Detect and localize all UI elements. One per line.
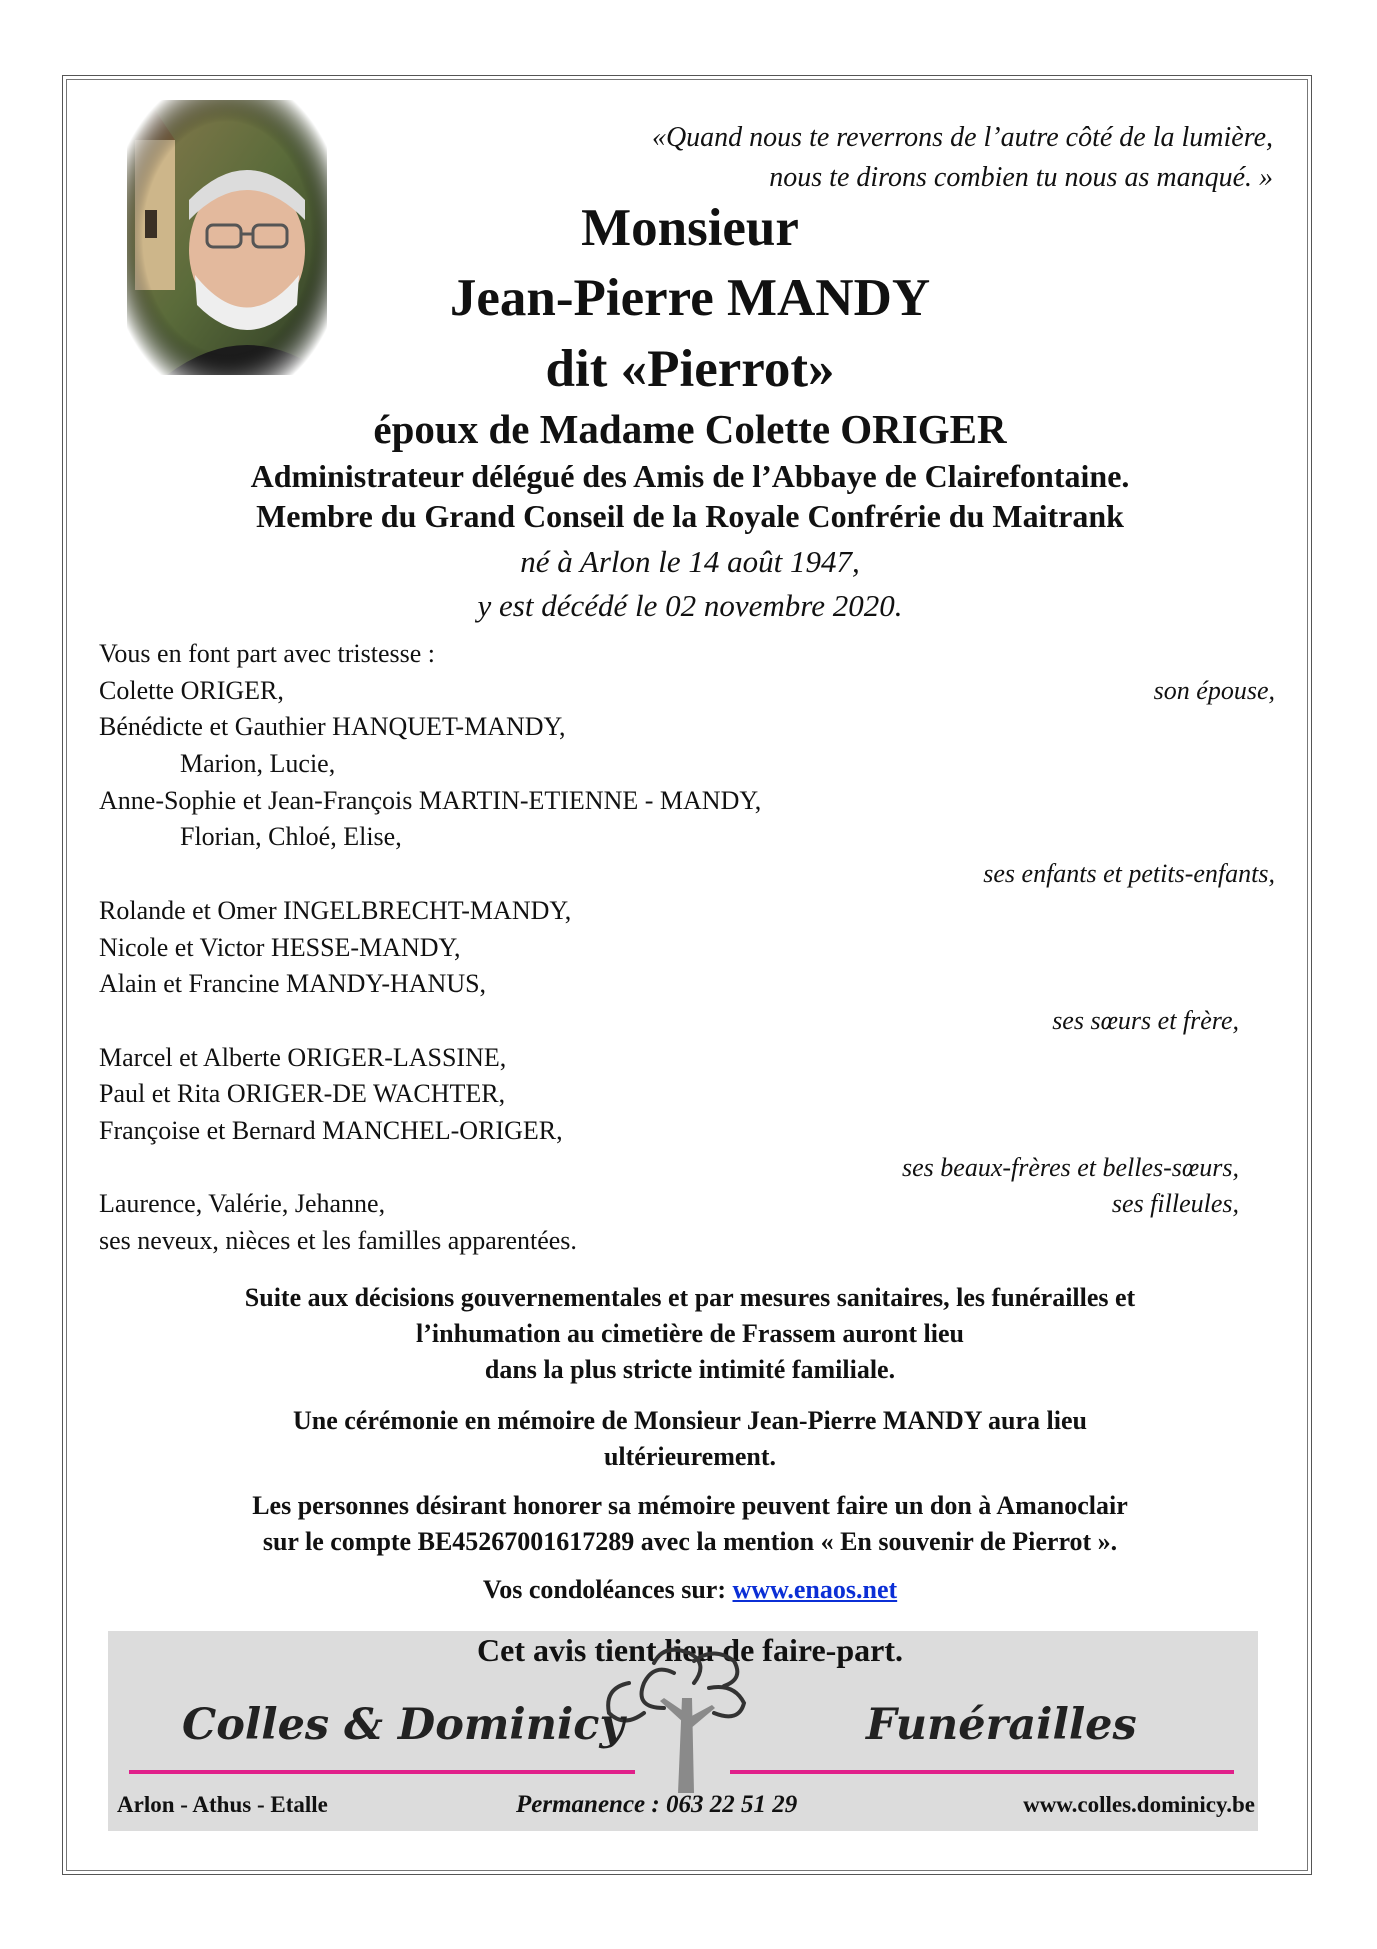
salutation: Monsieur <box>581 199 799 257</box>
list-item: ses enfants et petits-enfants, <box>983 859 1275 889</box>
quote-line-1: «Quand nous te reverrons de l’autre côté de la lumière, <box>651 122 1273 153</box>
locations: Arlon - Athus - Etalle <box>117 1792 328 1817</box>
list-item: Alain et Francine MANDY-HANUS, <box>99 969 487 999</box>
ceremony-line-1: Une cérémonie en mémoire de Monsieur Jean-Pierre MANDY aura lieu <box>292 1406 1087 1435</box>
list-item: Marcel et Alberte ORIGER-LASSINE, <box>99 1042 507 1072</box>
list-item: Anne-Sophie et Jean-François MARTIN-ETIENNE - MANDY, <box>99 785 762 815</box>
list-item: Marion, Lucie, <box>180 749 336 779</box>
condolences-line <box>150 1572 1230 1608</box>
epigraph-quote <box>513 118 1273 198</box>
role-line-1: Administrateur délégué des Amis de l’Abbaye de Clairefontaine. <box>250 458 1130 494</box>
list-item: ses beaux-frères et belles-sœurs, <box>902 1152 1239 1182</box>
funeral-notice <box>150 1280 1230 1388</box>
donation-line-2: sur le compte BE45267001617289 avec la mention « En souvenir de Pierrot ». <box>262 1527 1118 1556</box>
list-item: Françoise et Bernard MANCHEL-ORIGER, <box>99 1115 563 1145</box>
funeral-line-1: Suite aux décisions gouvernementales et par mesures sanitaires, les funérailles et <box>244 1283 1136 1312</box>
spouse-line: époux de Madame Colette ORIGER <box>373 406 1007 452</box>
brand-name: Colles & Dominicy <box>182 1700 625 1750</box>
nickname: dit «Pierrot» <box>545 340 835 398</box>
tagline: Cet avis tient lieu de faire-part. <box>477 1632 903 1668</box>
ceremony-line-2: ultérieurement. <box>603 1442 777 1471</box>
list-item: Florian, Chloé, Elise, <box>180 822 402 852</box>
list-item: ses sœurs et frère, <box>1052 1005 1239 1035</box>
birth-line: né à Arlon le 14 août 1947, <box>520 544 860 579</box>
list-item: Colette ORIGER, son épouse, <box>99 675 1275 705</box>
family-list <box>99 636 1275 1260</box>
list-item: Paul et Rita ORIGER-DE WACHTER, <box>99 1079 506 1109</box>
permanence-phone: Permanence : 063 22 51 29 <box>516 1791 798 1818</box>
quote-line-2: nous te dirons combien tu nous as manqué. » <box>769 162 1273 193</box>
accent-rule-right <box>730 1770 1234 1774</box>
donation-line-1: Les personnes désirant honorer sa mémoire peuvent faire un don à Amanoclair <box>252 1491 1128 1520</box>
funeral-home-website: www.colles.dominicy.be <box>1023 1792 1255 1817</box>
list-item: Laurence, Valérie, Jehanne, ses filleules, <box>99 1189 1239 1219</box>
accent-rule-left <box>129 1770 635 1774</box>
family-intro: Vous en font part avec tristesse : <box>99 639 435 668</box>
brand-subtitle: Funérailles <box>866 1700 1137 1750</box>
funeral-line-2: l’inhumation au cimetière de Frassem auront lieu <box>416 1319 964 1348</box>
deceased-name: Jean-Pierre MANDY <box>449 269 931 327</box>
role-line-2: Membre du Grand Conseil de la Royale Confrérie du Maitrank <box>256 498 1124 534</box>
list-item: Rolande et Omer INGELBRECHT-MANDY, <box>99 895 572 925</box>
list-item: Bénédicte et Gauthier HANQUET-MANDY, <box>99 712 566 742</box>
list-item: ses neveux, nièces et les familles apparentées. <box>99 1226 577 1255</box>
list-item: Nicole et Victor HESSE-MANDY, <box>99 932 461 962</box>
ceremony-notice <box>150 1403 1230 1475</box>
donation-notice <box>150 1488 1230 1560</box>
death-line: y est décédé le 02 novembre 2020. <box>477 588 903 623</box>
condolences-label: Vos condoléances sur: <box>482 1575 726 1604</box>
funeral-line-3: dans la plus stricte intimité familiale. <box>484 1355 896 1384</box>
condolences-link[interactable]: www.enaos.net <box>732 1575 898 1604</box>
